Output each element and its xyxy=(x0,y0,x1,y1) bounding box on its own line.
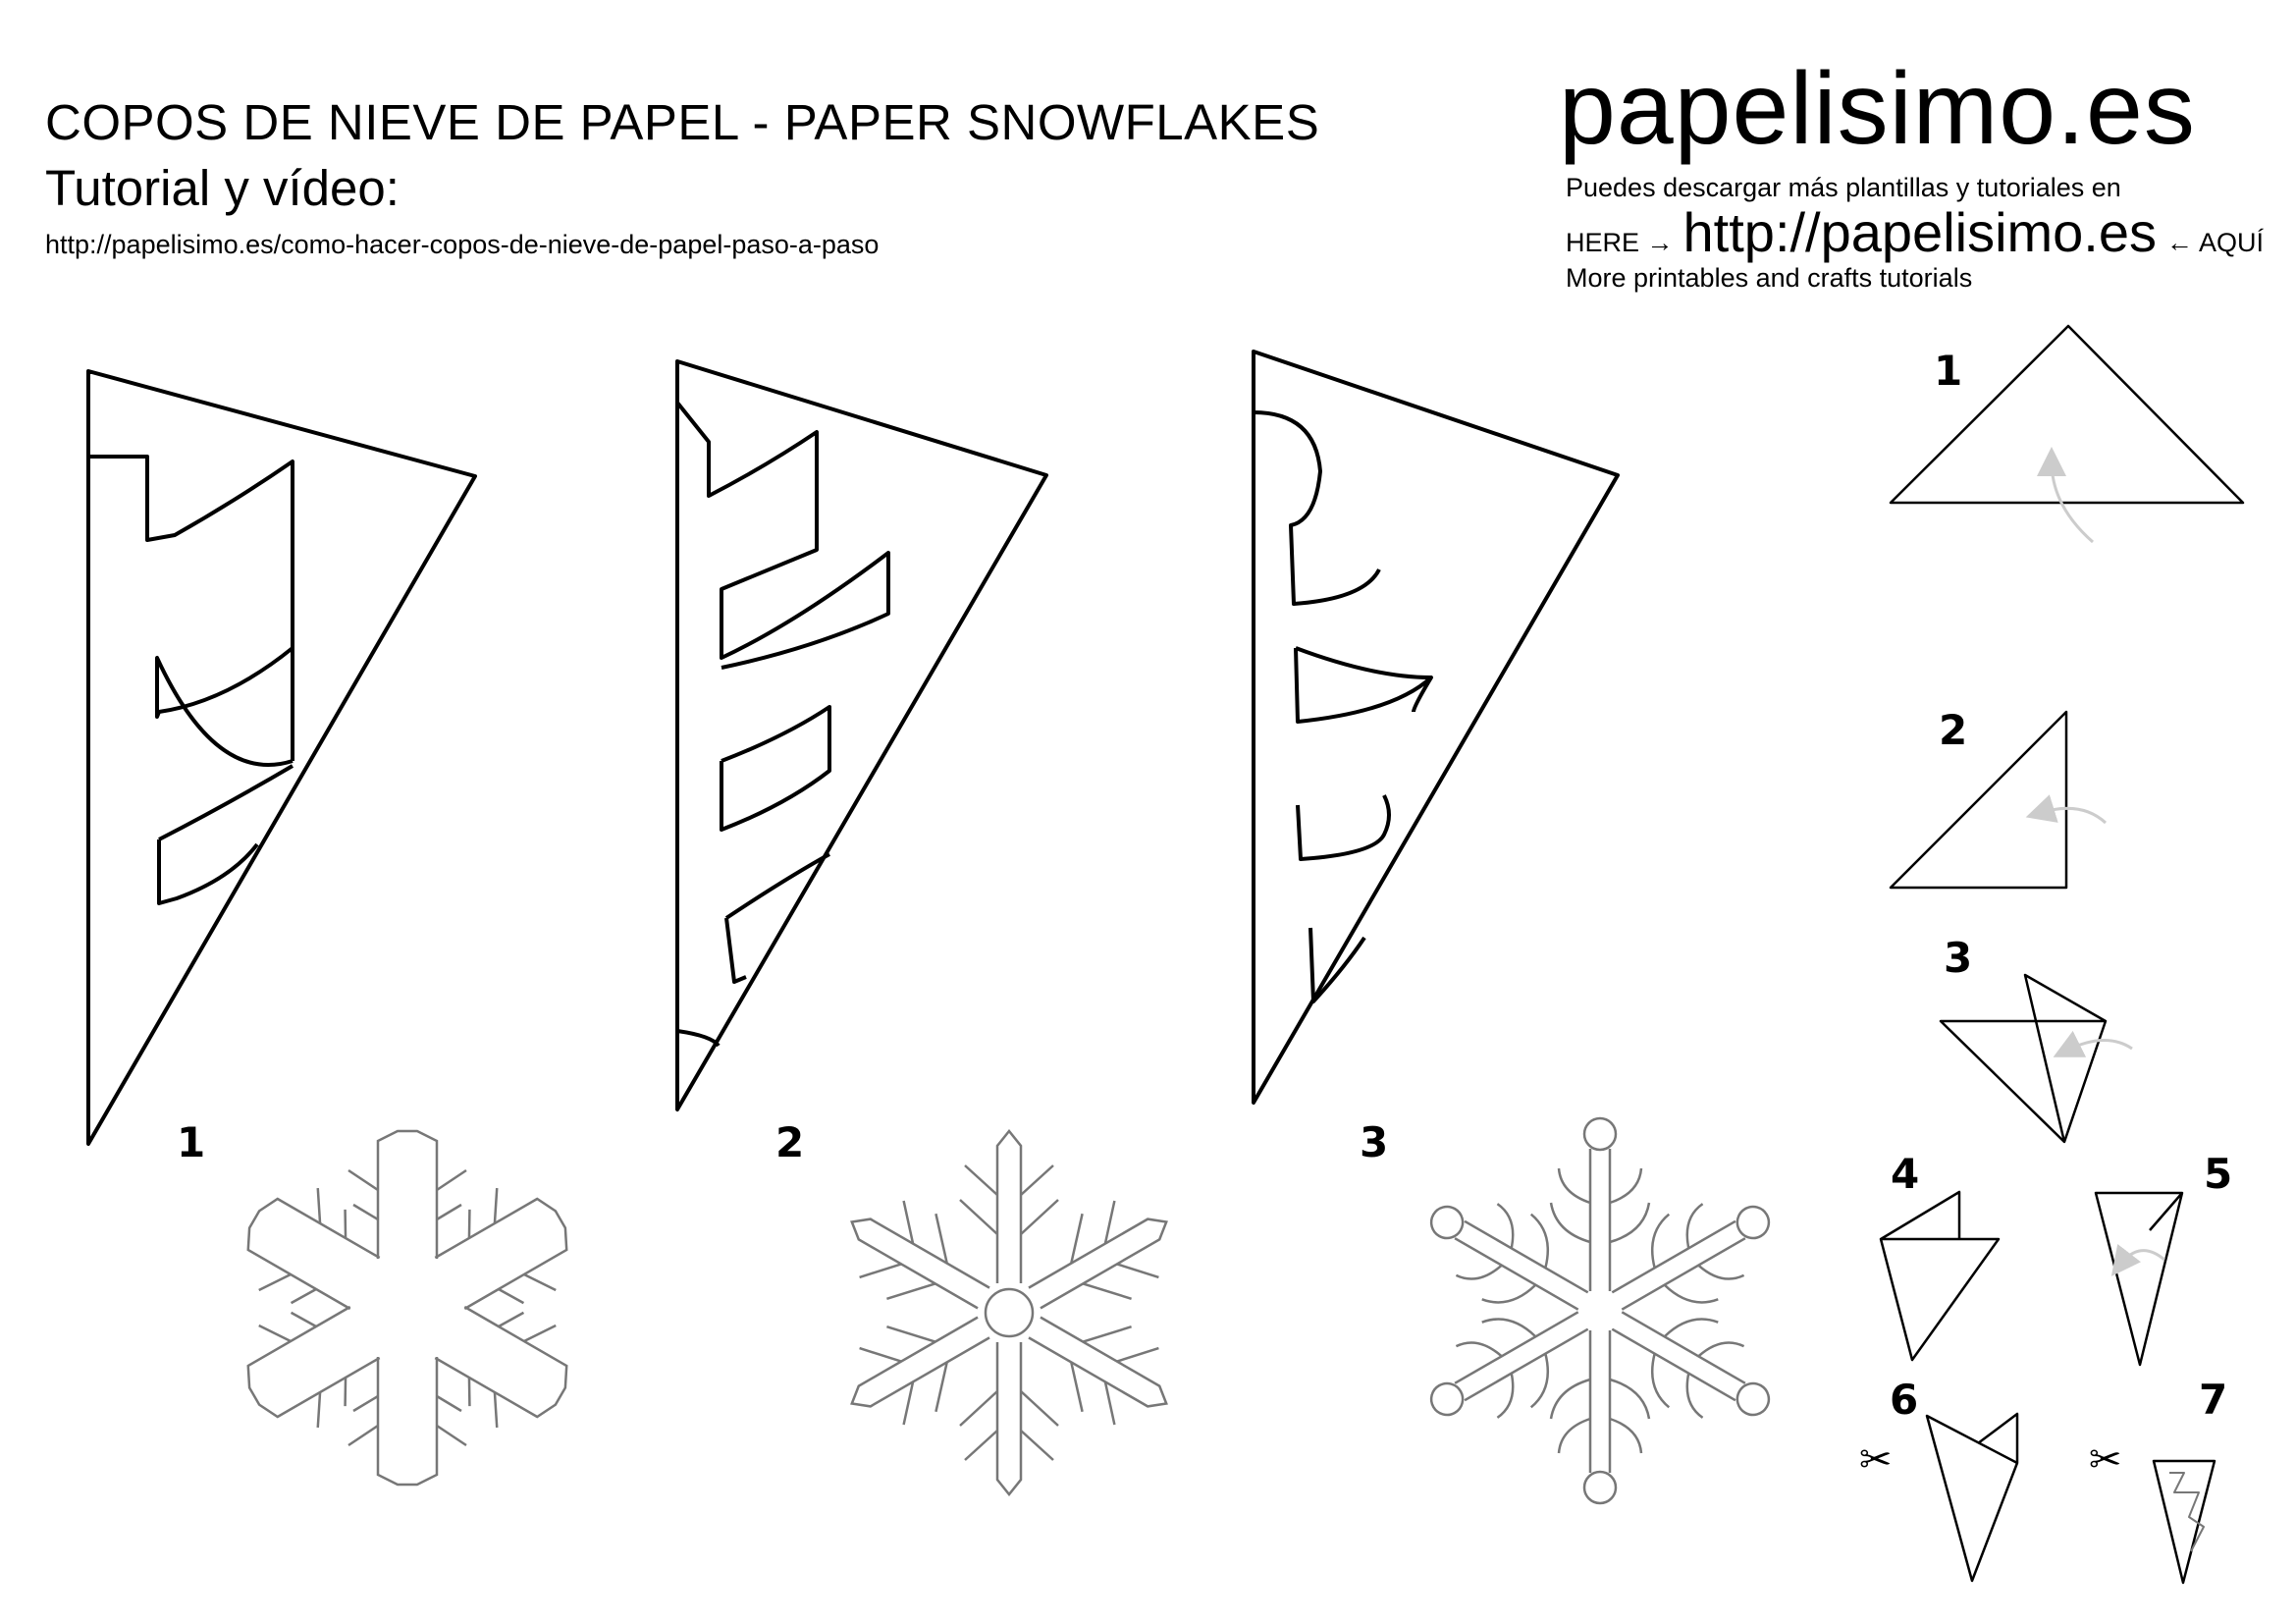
template-number-3: 3 xyxy=(1360,1118,1389,1166)
site-link[interactable]: http://papelisimo.es xyxy=(1682,201,2158,263)
fold-step-number-6: 6 xyxy=(1890,1376,1919,1424)
page-subtitle: Tutorial y vídeo: xyxy=(45,160,400,216)
fold-step-6-shape xyxy=(1927,1414,2017,1581)
fold-step-4-shape xyxy=(1881,1192,1999,1360)
here-label: HERE → xyxy=(1566,228,1674,257)
fold-step-number-5: 5 xyxy=(2204,1150,2233,1198)
fold-arrows xyxy=(2040,461,2164,1265)
snowflake-preview-3 xyxy=(1409,1118,1790,1503)
template-number-1: 1 xyxy=(177,1118,206,1166)
fold-step-number-7: 7 xyxy=(2199,1376,2228,1424)
template-3-cut-lines xyxy=(1254,412,1431,1001)
fold-step-3-shape xyxy=(1941,975,2106,1142)
template-2-triangle xyxy=(677,361,1046,1109)
snowflake-preview-1 xyxy=(225,1131,590,1485)
brand-logo-text: papelisimo.es xyxy=(1559,52,2196,166)
promo-text: Puedes descargar más plantillas y tutoriales en xyxy=(1566,173,2121,202)
more-text: More printables and crafts tutorials xyxy=(1566,263,1973,293)
fold-step-7-shape xyxy=(2154,1461,2215,1583)
template-3-triangle xyxy=(1254,352,1618,1103)
fold-step-number-4: 4 xyxy=(1891,1150,1920,1198)
fold-step-number-1: 1 xyxy=(1934,347,1963,395)
fold-step-2-shape xyxy=(1891,712,2066,888)
tutorial-link[interactable]: http://papelisimo.es/como-hacer-copos-de-nieve-de-papel-paso-a-paso xyxy=(45,230,880,259)
fold-step-7-cut-lines xyxy=(2169,1473,2204,1551)
page-title: COPOS DE NIEVE DE PAPEL - PAPER SNOWFLAKES xyxy=(45,94,1320,150)
fold-step-number-2: 2 xyxy=(1939,706,1968,754)
template-number-2: 2 xyxy=(775,1118,805,1166)
snowflake-preview-2 xyxy=(828,1131,1191,1494)
template-1-cut-lines xyxy=(88,457,293,903)
scissors-icon: ✂ xyxy=(1859,1437,1893,1483)
template-2-cut-lines xyxy=(677,403,888,1046)
aqui-label: ← AQUÍ xyxy=(2166,228,2265,257)
fold-step-number-3: 3 xyxy=(1944,934,1973,982)
fold-step-5-shape xyxy=(2096,1193,2182,1365)
scissors-icon: ✂ xyxy=(2089,1437,2122,1483)
